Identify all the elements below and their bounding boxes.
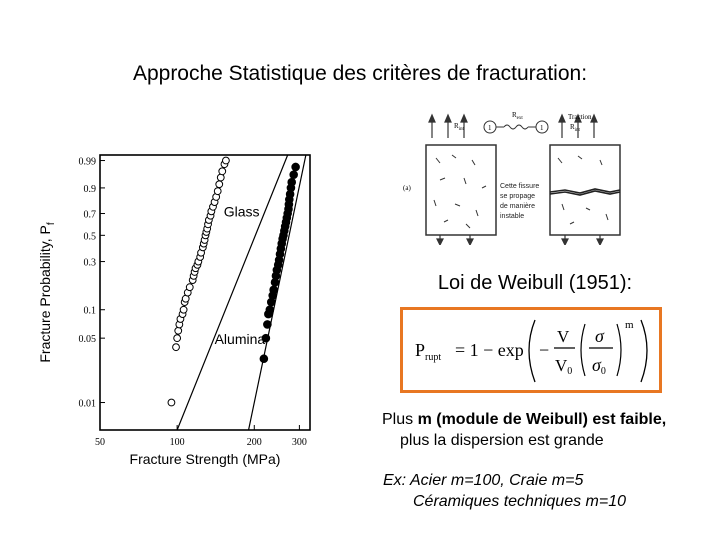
- r-int-right-label: $R_{int}$: [570, 123, 580, 133]
- r-ext-label: $R_{ext}$: [512, 111, 523, 121]
- arrows-bottom: [437, 235, 603, 245]
- point-glass: [217, 174, 224, 181]
- svg-text:se propage: se propage: [500, 193, 536, 200]
- point-glass: [216, 181, 223, 188]
- crack-note: [500, 183, 539, 220]
- point-alumina: [290, 171, 298, 179]
- weibull-note-line1: Plus m (module de Weibull) est faible,: [382, 411, 667, 428]
- y-tick-label: 0.5: [83, 231, 96, 243]
- point-alumina: [260, 355, 268, 363]
- point-glass: [223, 157, 230, 164]
- svg-text:instable: instable: [500, 213, 525, 220]
- weibull-note-line2: plus la dispersion est grande: [400, 432, 604, 449]
- svg-text:= 1 − exp: = 1 − exp: [455, 340, 524, 360]
- x-tick-label: 50: [95, 437, 105, 448]
- y-tick-label: 0.1: [83, 305, 96, 317]
- example-line1: Ex: Acier m=100, Craie m=5: [383, 472, 584, 489]
- svg-text:Prupt: $P_{rupt}$: [415, 340, 442, 363]
- x-tick-label: 200: [246, 437, 262, 448]
- y-tick-label: 0.99: [78, 156, 96, 168]
- weibull-formula: [403, 310, 659, 390]
- y-tick-label: 0.05: [78, 334, 96, 346]
- svg-text:V0: V0: [555, 356, 573, 377]
- weibull-examples: [383, 470, 713, 512]
- label-a: (a): [403, 184, 411, 192]
- x-tick-label: 100: [169, 437, 185, 448]
- weibull-plot: [30, 140, 350, 490]
- point-glass: [219, 168, 226, 175]
- x-tick-label: 300: [291, 437, 307, 448]
- point-glass: [214, 188, 221, 195]
- x-axis-label: Fracture Strength (MPa): [129, 451, 281, 467]
- point-glass: [180, 306, 187, 313]
- y-tick-label: 0.3: [83, 257, 96, 269]
- slide-title: Approche Statistique des critères de fracturation:: [132, 62, 588, 85]
- weibull-law-title: Loi de Weibull (1951):: [437, 272, 633, 294]
- svg-text:1: 1: [488, 124, 492, 132]
- point-alumina: [270, 286, 278, 294]
- fit-line-alumina: [249, 155, 306, 430]
- r-int-left-label: $R_{int}$: [454, 122, 464, 132]
- weibull-note: [382, 409, 720, 451]
- point-alumina: [266, 306, 274, 314]
- point-glass: [186, 284, 193, 291]
- weibull-formula-box: [400, 307, 662, 393]
- svg-text:−: −: [539, 340, 550, 360]
- crack-figure: [400, 100, 670, 245]
- svg-text:1: 1: [540, 124, 544, 132]
- y-tick-label: 0.7: [83, 209, 96, 221]
- point-alumina: [264, 321, 272, 329]
- svg-text:m: m: [625, 319, 634, 331]
- annotation-glass: Glass: [223, 203, 260, 220]
- y-tick-label: 0.9: [83, 183, 96, 195]
- svg-text:de manière: de manière: [500, 203, 536, 210]
- traction-label: Traction: [568, 113, 592, 121]
- example-line2: Céramiques techniques m=10: [413, 493, 627, 510]
- y-tick-label: 0.01: [78, 398, 96, 410]
- svg-text:Cette fissure: Cette fissure: [500, 183, 540, 190]
- plot-frame: [100, 155, 310, 430]
- annotation-alumina: Alumina: [214, 331, 266, 348]
- circuit-link: [496, 125, 536, 129]
- point-alumina: [288, 178, 296, 186]
- point-glass: [173, 344, 180, 351]
- y-axis-label: Fracture Probability, $P_f$: [37, 222, 57, 363]
- point-glass: [174, 335, 181, 342]
- point-glass: [168, 399, 175, 406]
- point-glass: [175, 327, 182, 334]
- svg-text:σ: σ: [595, 326, 604, 346]
- svg-text:σ0: σ0: [592, 355, 606, 377]
- point-alumina: [292, 163, 300, 171]
- svg-text:V: V: [557, 327, 570, 346]
